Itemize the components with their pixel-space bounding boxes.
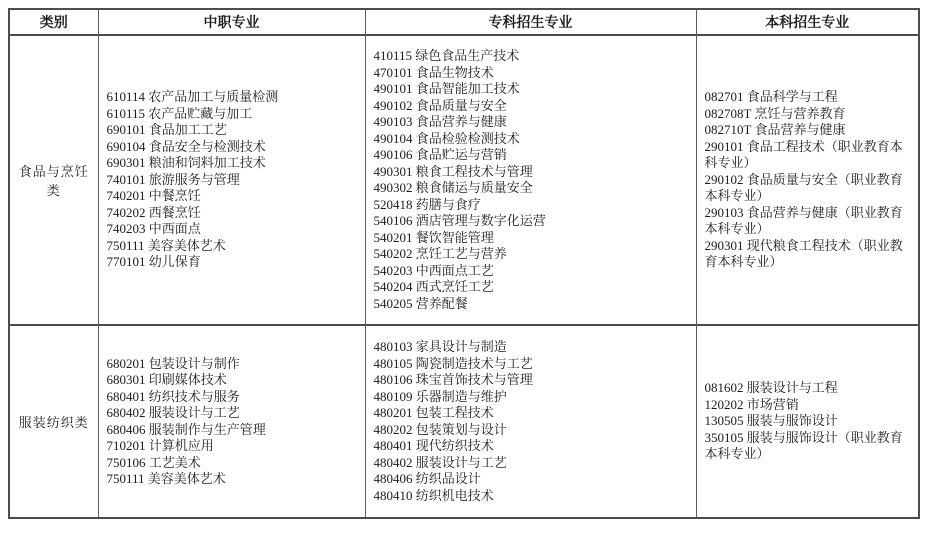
major-line: 750106 工艺美术: [106, 454, 201, 470]
major-line: 480406 纺织品设计: [373, 471, 481, 486]
major-line: 480109 乐器制造与维护: [373, 388, 507, 404]
header-category: 类别: [9, 9, 98, 35]
major-line: 082708T 烹饪与营养教育: [704, 105, 846, 121]
table-header-row: [9, 9, 919, 35]
major-line: 350105 服装与服饰设计（职业教育本科专业）: [704, 429, 903, 462]
major-list: [370, 48, 692, 312]
major-line: 470101 食品生物技术: [373, 64, 494, 80]
table-row-food-cooking: [9, 35, 919, 325]
major-line: 120202 市场营销: [704, 396, 799, 412]
major-line: 540205 营养配餐: [373, 295, 468, 311]
header-zhuanke-majors: 专科招生专业: [365, 9, 696, 35]
major-line: 680401 纺织技术与服务: [106, 388, 240, 404]
category-cell: 食品与烹饪类: [9, 35, 98, 325]
major-line: 480103 家具设计与制造: [373, 339, 507, 354]
major-line: 690301 粮油和饲料加工技术: [106, 155, 266, 171]
major-line: 480401 现代纺织技术: [373, 438, 494, 453]
major-line: 740202 西餐烹饪: [106, 204, 201, 220]
major-line: 490101 食品智能加工技术: [373, 81, 520, 96]
category-cell: 服装纺织类: [9, 325, 98, 518]
major-line: 290103 食品营养与健康（职业教育本科专业）: [704, 204, 903, 237]
table-row-clothing-textile: [9, 325, 919, 518]
major-line: 680406 服装制作与生产管理: [106, 421, 266, 437]
major-list: [103, 89, 361, 271]
major-line: 710201 计算机应用: [106, 438, 214, 453]
major-line: 540203 中西面点工艺: [373, 262, 494, 278]
header-benke-majors: 本科招生专业: [696, 9, 919, 35]
major-line: 490104 食品检验检测技术: [373, 130, 520, 146]
major-line: 690101 食品加工工艺: [106, 122, 227, 138]
major-line: 610114 农产品加工与质量检测: [106, 89, 279, 105]
major-line: 081602 服装设计与工程: [704, 380, 838, 396]
major-line: 610115 农产品贮藏与加工: [106, 105, 253, 121]
major-line: 740203 中西面点: [106, 221, 201, 237]
major-line: 480402 服装设计与工艺: [373, 454, 507, 470]
major-line: 520418 药膳与食疗: [373, 196, 481, 212]
major-line: 770101 幼儿保育: [106, 254, 201, 270]
major-line: 082710T 食品营养与健康: [704, 122, 846, 138]
zhuanke-majors-cell: [365, 35, 696, 325]
major-list: [701, 380, 915, 463]
major-line: 290301 现代粮食工程技术（职业教育本科专业）: [704, 237, 903, 270]
major-list: [103, 356, 361, 488]
major-line: 480202 包装策划与设计: [373, 421, 507, 437]
major-line: 540202 烹饪工艺与营养: [373, 246, 507, 261]
major-line: 480410 纺织机电技术: [373, 487, 494, 503]
header-zhongzhi-majors: 中职专业: [98, 9, 365, 35]
major-line: 082701 食品科学与工程: [704, 89, 838, 105]
major-line: 680301 印刷媒体技术: [106, 372, 227, 387]
major-line: 480105 陶瓷制造技术与工艺: [373, 355, 533, 371]
major-line: 290102 食品质量与安全（职业教育本科专业）: [704, 171, 903, 204]
major-line: 540106 酒店管理与数字化运营: [373, 213, 546, 228]
major-line: 480201 包装工程技术: [373, 405, 494, 420]
benke-majors-cell: [696, 35, 919, 325]
majors-table: [8, 8, 920, 519]
major-line: 680402 服装设计与工艺: [106, 405, 240, 420]
benke-majors-cell: [696, 325, 919, 518]
major-line: 750111 美容美体艺术: [106, 471, 226, 486]
major-line: 480106 珠宝首饰技术与管理: [373, 372, 533, 387]
major-line: 680201 包装设计与制作: [106, 355, 240, 371]
major-line: 130505 服装与服饰设计: [704, 413, 838, 429]
major-list: [701, 89, 915, 271]
major-line: 690104 食品安全与检测技术: [106, 138, 266, 154]
major-line: 490103 食品营养与健康: [373, 114, 507, 129]
zhuanke-majors-cell: [365, 325, 696, 518]
major-line: 490301 粮食工程技术与管理: [373, 163, 533, 179]
major-line: 290101 食品工程技术（职业教育本科专业）: [704, 138, 903, 171]
major-line: 410115 绿色食品生产技术: [373, 48, 520, 63]
major-line: 540201 餐饮智能管理: [373, 229, 494, 245]
major-line: 750111 美容美体艺术: [106, 237, 226, 253]
major-line: 540204 西式烹饪工艺: [373, 279, 494, 294]
major-line: 740101 旅游服务与管理: [106, 171, 240, 187]
major-line: 490102 食品质量与安全: [373, 97, 507, 113]
zhongzhi-majors-cell: [98, 35, 365, 325]
major-line: 740201 中餐烹饪: [106, 188, 201, 204]
major-line: 490302 粮食储运与质量安全: [373, 180, 533, 195]
zhongzhi-majors-cell: [98, 325, 365, 518]
major-list: [370, 339, 692, 504]
major-line: 490106 食品贮运与营销: [373, 147, 507, 162]
